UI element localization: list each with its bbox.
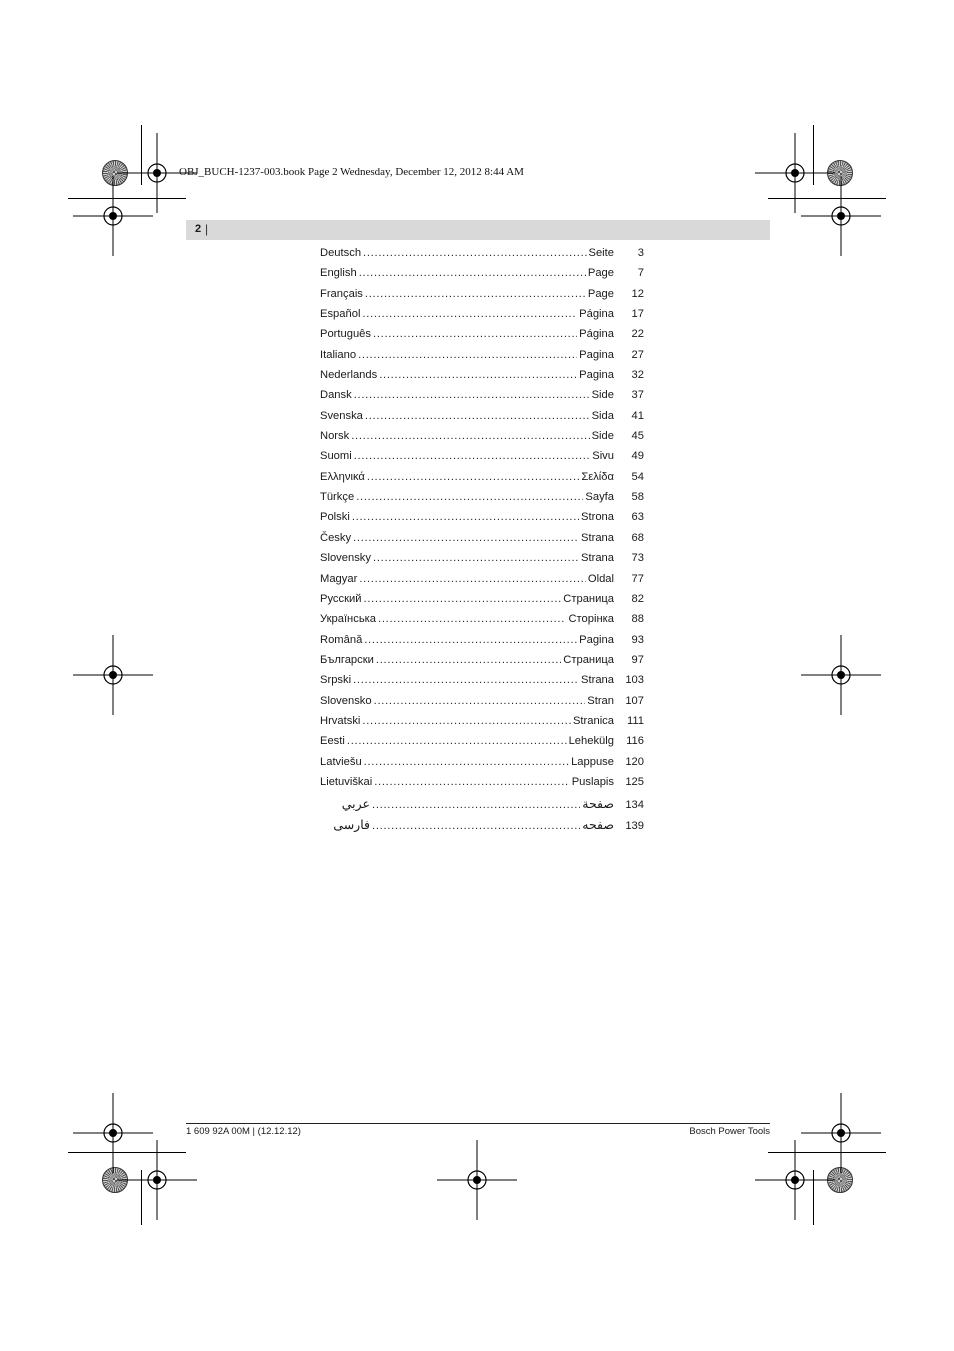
toc-page-number: 97 [631, 653, 644, 666]
toc-language: Dansk [320, 389, 352, 402]
toc-language: Polski [320, 511, 350, 524]
toc-leader-dots [351, 430, 589, 442]
registration-crosshair-icon [73, 635, 153, 715]
toc-language: Español [320, 308, 361, 321]
toc-page-label: Sida [591, 409, 614, 422]
toc-row [320, 817, 644, 837]
toc-row [320, 247, 644, 267]
toc-page-label: Sayfa [585, 491, 614, 504]
toc-row [320, 796, 644, 816]
toc-leader-dots [364, 634, 577, 646]
toc-page-label: Stranica [572, 714, 614, 727]
toc-leader-dots [364, 593, 562, 605]
toc-language: English [320, 267, 357, 280]
toc-leader-dots [379, 369, 577, 381]
toc-leader-dots [356, 491, 583, 503]
toc-row [320, 634, 644, 654]
toc-language: Nederlands [320, 369, 378, 382]
toc-leader-dots [365, 410, 590, 422]
toc-leader-dots [347, 735, 567, 747]
toc-page-number: 63 [631, 511, 644, 524]
toc-leader-dots [352, 511, 579, 523]
print-slug: OBJ_BUCH-1237-003.book Page 2 Wednesday, December 12, 2012 8:44 AM [179, 166, 524, 178]
toc-language: فارسی [333, 817, 370, 832]
toc-row [320, 573, 644, 593]
toc-language: Latviešu [320, 755, 362, 768]
registration-crosshair-icon [801, 635, 881, 715]
toc-language: Svenska [320, 409, 363, 422]
toc-page-number: 77 [631, 572, 644, 585]
toc-page-number: 45 [631, 430, 644, 443]
toc-leader-dots [354, 450, 591, 462]
toc-page-number: 7 [637, 267, 644, 280]
toc-row [320, 593, 644, 613]
toc-leader-dots [374, 695, 586, 707]
toc-page-label: Strana [581, 674, 614, 687]
toc-page-label: Σελίδα [581, 470, 614, 483]
toc-language: Lietuviškai [320, 775, 373, 788]
toc-page-number: 68 [631, 531, 644, 544]
toc-row [320, 715, 644, 735]
toc-page-number: 111 [626, 714, 644, 727]
toc-language: Slovensky [320, 552, 371, 565]
crop-line [68, 1152, 186, 1153]
toc-leader-dots [359, 267, 586, 279]
toc-page-number: 22 [631, 328, 644, 341]
toc-page-number: 93 [631, 633, 644, 646]
toc-row [320, 288, 644, 308]
toc-leader-dots [376, 654, 561, 666]
toc-page-label: Side [591, 389, 614, 402]
toc-row [320, 511, 644, 531]
toc-leader-dots [358, 349, 577, 361]
crop-line [141, 125, 142, 185]
toc-page-number: 3 [637, 247, 644, 259]
toc-leader-dots [372, 820, 580, 832]
toc-language: Ελληνικά [320, 470, 365, 483]
toc-row [320, 756, 644, 776]
toc-page-label: Página [579, 328, 614, 341]
toc-language: Română [320, 633, 363, 646]
toc-language: Česky [320, 531, 352, 544]
toc-page-number: 134 [625, 799, 644, 812]
toc-row [320, 552, 644, 572]
toc-page-number: 116 [626, 735, 644, 748]
toc-page-number: 54 [631, 470, 644, 483]
toc-language: Türkçe [320, 491, 355, 504]
toc-page-number: 17 [631, 308, 644, 321]
toc-language: Русский [320, 592, 362, 605]
toc-language: Norsk [320, 430, 350, 443]
toc-page-number: 58 [631, 491, 644, 504]
toc-page-label: Puslapis [571, 775, 614, 788]
toc-language: Srpski [320, 674, 352, 687]
toc-row [320, 267, 644, 287]
toc-page-number: 37 [631, 389, 644, 402]
toc-page-label: Сторінка [568, 613, 614, 626]
toc-page-number: 41 [631, 409, 644, 422]
toc-page-label: Pagina [579, 369, 614, 382]
toc-page-number: 107 [625, 694, 644, 707]
toc-row [320, 389, 644, 409]
toc-row [320, 410, 644, 430]
crop-line [141, 1170, 142, 1225]
toc-language: Italiano [320, 348, 357, 361]
toc-page-label: Page [587, 287, 614, 300]
toc-page-label: Stran [587, 694, 614, 707]
toc-page-number: 103 [625, 674, 644, 687]
toc-page-number: 12 [631, 287, 644, 300]
crop-line [813, 1170, 814, 1225]
toc-page-number: 125 [625, 775, 644, 788]
toc-language: Português [320, 328, 371, 341]
toc-page-label: Página [579, 308, 614, 321]
toc-page-label: Страница [563, 653, 614, 666]
toc-page-label: Sivu [592, 450, 614, 463]
toc-leader-dots [354, 389, 590, 401]
toc-page-label: Seite [588, 247, 614, 259]
toc-language: Français [320, 287, 363, 300]
toc-leader-dots [362, 715, 571, 727]
toc-page-number: 73 [631, 552, 644, 565]
toc-row [320, 349, 644, 369]
toc-page-number: 49 [631, 450, 644, 463]
page-header-bar [186, 220, 770, 240]
toc-row [320, 532, 644, 552]
toc-row [320, 674, 644, 694]
toc-row [320, 654, 644, 674]
header-separator: | [205, 222, 209, 236]
toc-page-label: Page [587, 267, 614, 280]
toc-page-number: 120 [625, 755, 644, 768]
toc-page-label: صفحه [582, 817, 614, 832]
registration-crosshair-icon [801, 176, 881, 256]
toc-leader-dots [362, 308, 577, 320]
toc-leader-dots [353, 674, 579, 686]
table-of-contents [320, 247, 644, 837]
crop-line [768, 1152, 886, 1153]
crop-line [768, 198, 886, 199]
page-number: 2 [195, 223, 202, 235]
toc-leader-dots [353, 532, 579, 544]
toc-page-number: 82 [631, 592, 644, 605]
toc-page-label: صفحة [582, 797, 614, 812]
toc-page-number: 32 [631, 369, 644, 382]
toc-leader-dots [372, 799, 580, 811]
crop-line [813, 125, 814, 185]
toc-page-label: Pagina [579, 348, 614, 361]
toc-row [320, 328, 644, 348]
toc-row [320, 430, 644, 450]
registration-crosshair-icon [437, 1140, 517, 1220]
toc-language: Українська [320, 613, 377, 626]
toc-leader-dots [364, 756, 569, 768]
toc-page-label: Lehekülg [568, 735, 614, 748]
toc-page-number: 88 [631, 613, 644, 626]
toc-leader-dots [374, 776, 569, 788]
toc-page-label: Pagina [579, 633, 614, 646]
footer-brand: Bosch Power Tools [689, 1126, 770, 1137]
toc-leader-dots [365, 288, 586, 300]
toc-leader-dots [363, 247, 586, 259]
toc-page-label: Strana [581, 552, 614, 565]
toc-language: Eesti [320, 735, 345, 748]
toc-row [320, 695, 644, 715]
toc-row [320, 450, 644, 470]
toc-page-label: Lappuse [571, 755, 614, 768]
crop-line [68, 198, 186, 199]
toc-page-number: 27 [631, 348, 644, 361]
toc-page-number: 139 [625, 819, 644, 832]
toc-row [320, 776, 644, 796]
footer-document-number: 1 609 92A 00M | (12.12.12) [186, 1126, 301, 1137]
toc-row [320, 471, 644, 491]
toc-row [320, 735, 644, 755]
toc-language: Deutsch [320, 247, 362, 259]
toc-page-label: Side [591, 430, 614, 443]
toc-page-label: Oldal [587, 572, 614, 585]
toc-row [320, 369, 644, 389]
toc-row [320, 613, 644, 633]
toc-leader-dots [359, 573, 586, 585]
toc-leader-dots [373, 552, 579, 564]
toc-language: Български [320, 653, 374, 666]
registration-crosshair-icon [73, 176, 153, 256]
toc-language: Slovensko [320, 694, 372, 707]
toc-leader-dots [373, 328, 577, 340]
toc-row [320, 491, 644, 511]
toc-leader-dots [378, 613, 566, 625]
footer-rule [186, 1123, 770, 1124]
toc-row [320, 308, 644, 328]
toc-leader-dots [367, 471, 579, 483]
toc-language: Hrvatski [320, 714, 361, 727]
toc-language: Suomi [320, 450, 352, 463]
toc-language: عربي [341, 797, 370, 812]
toc-page-label: Strona [581, 511, 614, 524]
toc-page-label: Страница [563, 592, 614, 605]
toc-page-label: Strana [581, 531, 614, 544]
toc-language: Magyar [320, 572, 358, 585]
